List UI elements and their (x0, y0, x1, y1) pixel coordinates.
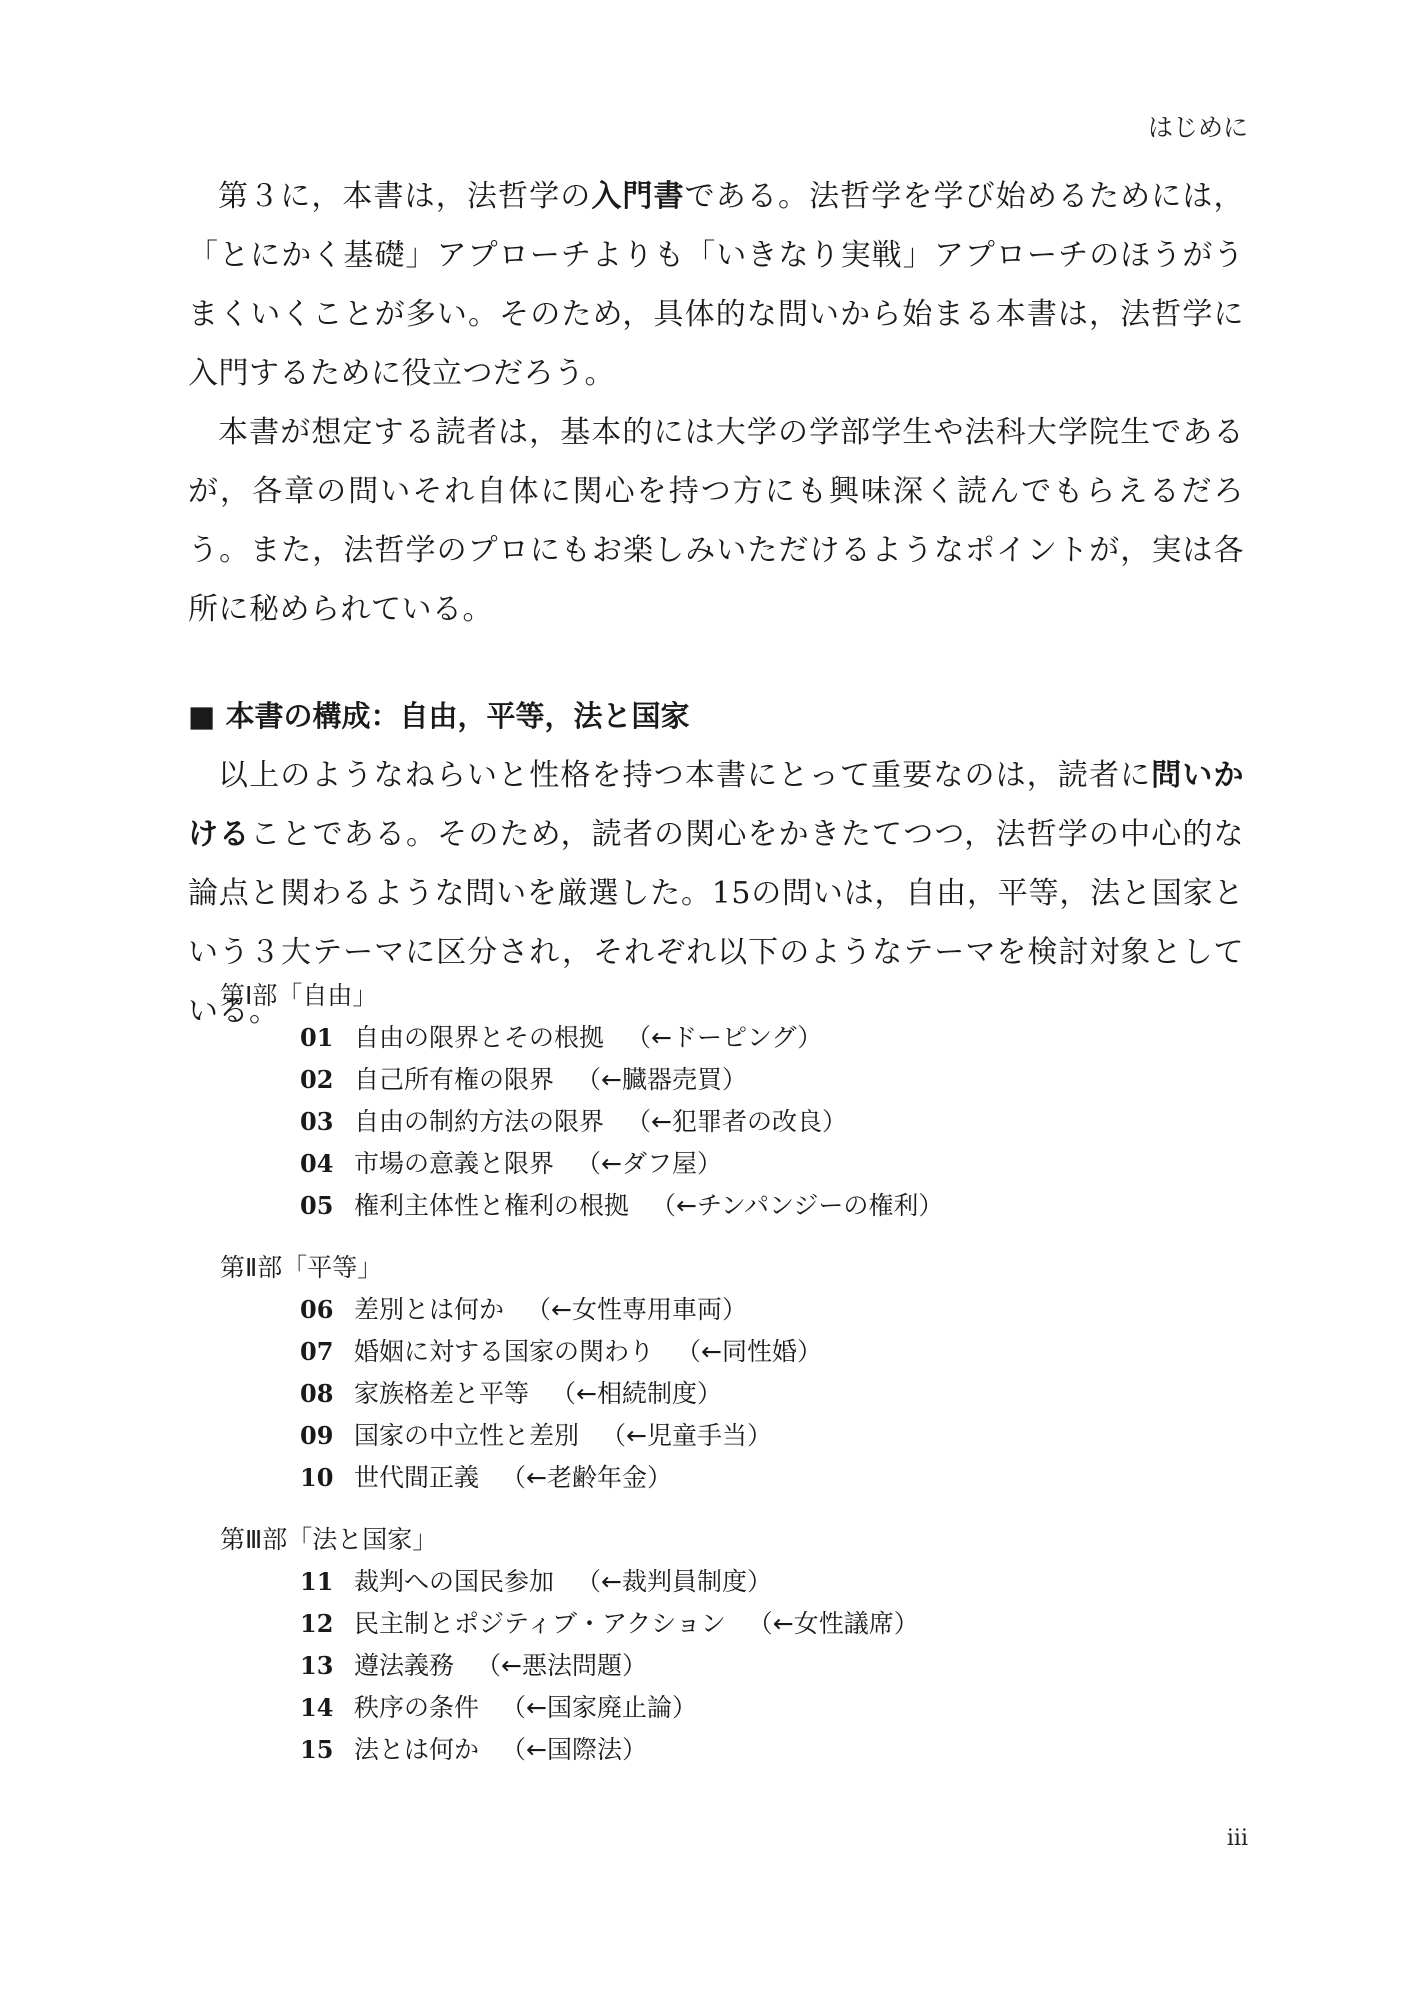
paragraph-3-emphasis: 問いかける (188, 758, 1245, 852)
item-number: 15 (300, 1735, 334, 1764)
item-note: （←国家廃止論） (501, 1693, 697, 1722)
item-number: 02 (300, 1065, 334, 1094)
item-title: 秩序の条件 (354, 1693, 480, 1722)
item-title: 自己所有権の限界 (354, 1065, 555, 1094)
toc-item (220, 1289, 1220, 1331)
item-note: （←チンパンジーの権利） (651, 1191, 944, 1220)
toc-item (220, 1143, 1220, 1185)
running-head: はじめに (1147, 113, 1248, 142)
item-title: 権利主体性と権利の根拠 (354, 1191, 630, 1220)
toc-part-1 (220, 975, 1220, 1227)
item-number: 12 (300, 1609, 334, 1638)
body-text (188, 167, 1244, 1041)
item-note: （←ドーピング） (626, 1023, 823, 1052)
item-number: 07 (300, 1337, 334, 1366)
item-number: 06 (300, 1295, 334, 1324)
item-number: 05 (300, 1191, 334, 1220)
toc-item (220, 1185, 1220, 1227)
item-title: 法とは何か (354, 1735, 480, 1764)
toc-part-3 (220, 1519, 1220, 1771)
item-note: （←老齢年金） (501, 1463, 672, 1492)
paragraph-1-emphasis: 入門書 (591, 179, 685, 214)
item-title: 自由の制約方法の限界 (354, 1107, 605, 1136)
item-note: （←児童手当） (601, 1421, 772, 1450)
item-title: 民主制とポジティブ・アクション (354, 1609, 726, 1638)
item-note: （←女性議席） (747, 1609, 919, 1638)
part-title: 第Ⅲ部「法と国家」 (220, 1525, 438, 1554)
paragraph-1-text-a: 第３に，本書は，法哲学の (218, 179, 592, 214)
item-number: 09 (300, 1421, 334, 1450)
item-number: 04 (300, 1149, 334, 1178)
toc-item (220, 1101, 1220, 1143)
item-title: 差別とは何か (354, 1295, 505, 1324)
item-number: 11 (300, 1567, 334, 1596)
item-title: 婚姻に対する国家の関わり (354, 1337, 655, 1366)
paragraph-3-text-b: ことである。そのため，読者の関心をかきたてつつ，法哲学の中心的な論点と関わるような問いを厳選した。15の問いは，自由，平等，法と国家という３大テーマに区分され，それぞれ以下のようなテーマを検討対象としている。 (188, 817, 1244, 1029)
item-number: 14 (300, 1693, 334, 1722)
item-number: 03 (300, 1107, 334, 1136)
item-note: （←犯罪者の改良） (626, 1107, 847, 1136)
item-note: （←国際法） (501, 1735, 647, 1764)
item-title: 自由の限界とその根拠 (354, 1023, 605, 1052)
item-note: （←ダフ屋） (576, 1149, 722, 1178)
section-heading: ■ 本書の構成：自由，平等，法と国家 (188, 699, 690, 733)
item-title: 裁判への国民参加 (354, 1567, 555, 1596)
toc-item (220, 1373, 1220, 1415)
table-of-contents (220, 975, 1220, 1771)
toc-item (220, 1561, 1220, 1603)
toc-item (220, 1645, 1220, 1687)
item-note: （←女性専用車両） (526, 1295, 747, 1324)
item-number: 01 (300, 1023, 334, 1052)
item-title: 国家の中立性と差別 (354, 1421, 580, 1450)
paragraph-2 (188, 403, 1244, 639)
toc-item (220, 1059, 1220, 1101)
item-number: 10 (300, 1463, 334, 1492)
item-number: 08 (300, 1379, 334, 1408)
toc-item (220, 1457, 1220, 1499)
part-title: 第Ⅱ部「平等」 (220, 1253, 383, 1282)
toc-item (220, 1331, 1220, 1373)
paragraph-1-text-b: である。法哲学を学び始めるためには，「とにかく基礎」アプローチよりも「いきなり実戦」アプローチのほうがうまくいくことが多い。そのため，具体的な問いから始まる本書は，法哲学に入門するために役立つだろう。 (188, 179, 1244, 391)
item-number: 13 (300, 1651, 334, 1680)
toc-item (220, 1729, 1220, 1771)
item-title: 市場の意義と限界 (354, 1149, 555, 1178)
item-note: （←相続制度） (551, 1379, 722, 1408)
toc-item (220, 1687, 1220, 1729)
toc-item (220, 1017, 1220, 1059)
paragraph-3-text-a: 以上のようなねらいと性格を持つ本書にとって重要なのは，読者に (218, 758, 1152, 793)
page-number: iii (1226, 1826, 1248, 1851)
item-note: （←同性婚） (676, 1337, 822, 1366)
toc-item (220, 1415, 1220, 1457)
paragraph-1 (188, 167, 1244, 403)
part-title: 第Ⅰ部「自由」 (220, 981, 378, 1010)
item-title: 家族格差と平等 (354, 1379, 530, 1408)
item-title: 世代間正義 (354, 1463, 480, 1492)
item-note: （←臓器売買） (576, 1065, 747, 1094)
item-title: 遵法義務 (354, 1651, 455, 1680)
item-note: （←悪法問題） (476, 1651, 647, 1680)
item-note: （←裁判員制度） (576, 1567, 772, 1596)
toc-part-2 (220, 1247, 1220, 1499)
toc-item (220, 1603, 1220, 1645)
paragraph-2-text: 本書が想定する読者は，基本的には大学の学部学生や法科大学院生であるが，各章の問いそれ自体に関心を持つ方にも興味深く読んでもらえるだろう。また，法哲学のプロにもお楽しみいただけるようなポイントが，実は各所に秘められている。 (188, 415, 1244, 627)
